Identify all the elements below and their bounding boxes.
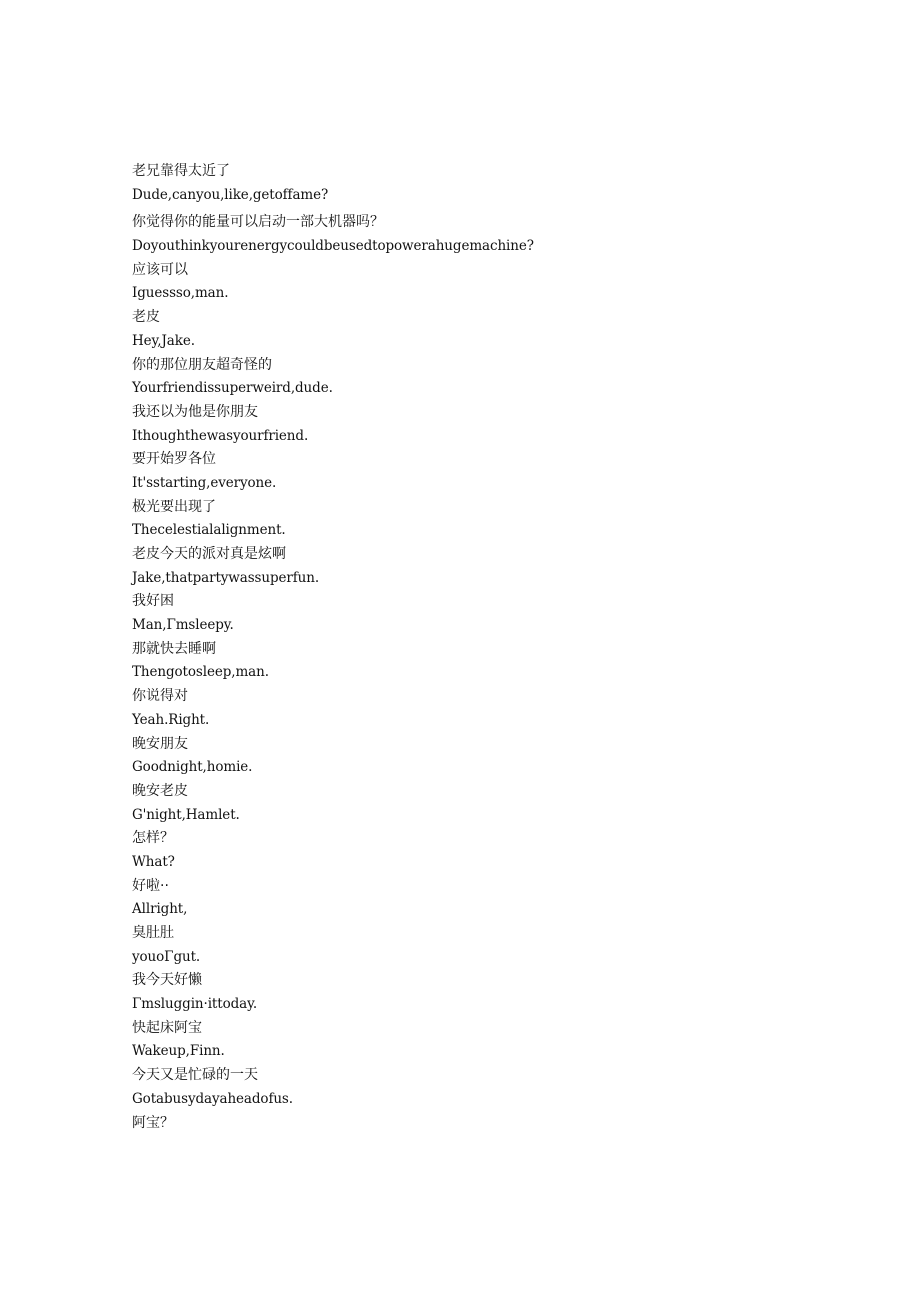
subtitle-line-zh: 极光要出现了 [132,498,216,515]
subtitle-line-zh: 晚安老皮 [132,782,188,799]
subtitle-line-en: Thecelestialalignment. [132,522,286,539]
subtitle-line-zh: 那就快去睡啊 [132,640,216,657]
subtitle-line-en: Gotabusydayaheadofus. [132,1090,293,1107]
subtitle-line-zh: 应该可以 [132,261,188,278]
subtitle-line-zh: 你觉得你的能量可以启动一部大机器吗？ [132,214,384,231]
subtitle-line-en: Ithoughthewasyourfriend. [132,427,309,444]
subtitle-line-zh: 快起床阿宝 [132,1019,202,1036]
subtitle-line-zh: 我好困 [132,593,174,610]
subtitle-line-en: Yourfriendissuperweird,dude. [132,380,333,397]
subtitle-line-en: Goodnight,homie. [132,759,253,776]
subtitle-line-zh: 我今天好懒 [132,972,202,989]
subtitle-line-zh: 要开始罗各位 [132,451,216,468]
subtitle-line-en: Doyouthinkyourenergycouldbeusedtopowerahugemachine? [132,238,534,255]
subtitle-line-en: Γmsluggin·ittoday. [132,996,258,1013]
subtitle-line-en: Allright, [132,901,188,918]
subtitle-line-zh: 今天又是忙碌的一天 [132,1067,258,1084]
subtitle-line-en: Jake,thatpartywassuperfun. [132,569,320,586]
subtitle-line-zh: 我还以为他是你朋友 [132,403,258,420]
subtitle-line-en: Man,Γmsleepy. [132,617,234,634]
subtitle-line-en: Yeah.Right. [132,711,210,728]
subtitle-line-en: Thengotosleep,man. [132,664,269,681]
subtitle-line-zh: 老皮今天的派对真是炫啊 [132,546,286,562]
subtitle-line-zh: 晚安朋友 [132,735,188,752]
subtitle-line-en: Iguessso,man. [132,285,229,302]
subtitle-line-en: Wakeup,Finn. [132,1043,225,1060]
subtitle-line-zh: 你说得对 [132,688,188,705]
subtitle-line-en: Dude,canyou,like,getoffame? [132,186,329,203]
subtitle-line-zh: 老兄靠得太近了 [132,163,230,179]
subtitle-line-en: It'sstarting,everyone. [132,474,277,491]
transcript [132,160,832,1135]
subtitle-line-en: youoΓgut. [132,948,201,965]
subtitle-line-zh: 老皮 [132,309,160,326]
subtitle-line-zh: 臭肚肚 [132,925,174,941]
subtitle-line-zh: 怎样？ [132,830,174,847]
subtitle-line-zh: 你的那位朋友超奇怪的 [132,356,272,373]
subtitle-line-en: G'night,Hamlet. [132,806,240,823]
subtitle-line-en: Hey,Jake. [132,332,195,349]
subtitle-line-en: What? [132,853,175,870]
subtitle-line-zh: 好啦·· [132,877,169,894]
subtitle-line-zh: 阿宝？ [132,1114,174,1131]
